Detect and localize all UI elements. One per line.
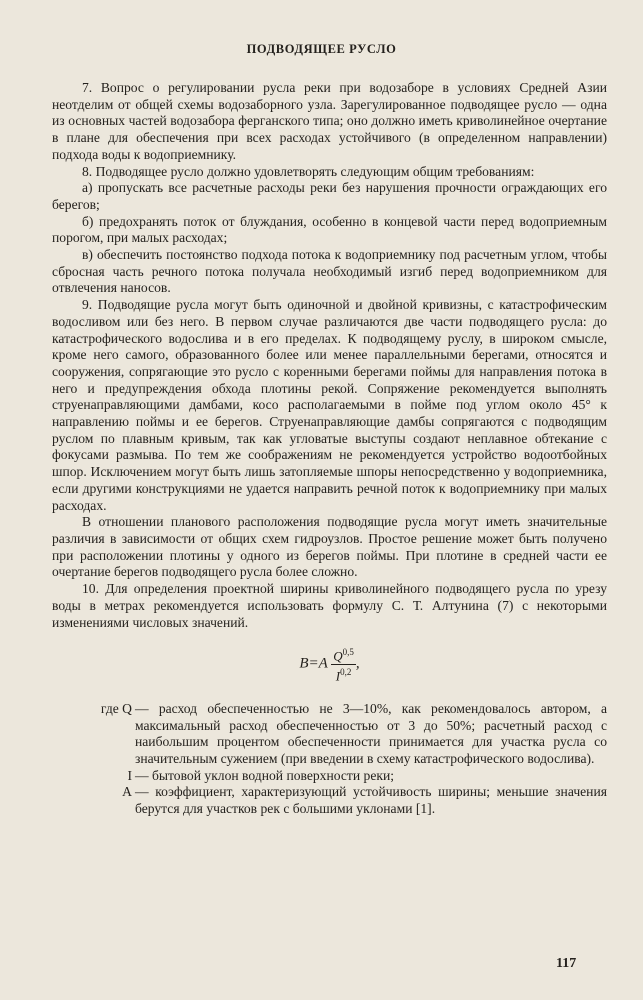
formula-num-exp: 0,5 (342, 647, 354, 658)
page-title: ПОДВОДЯЩЕЕ РУСЛО (246, 42, 397, 56)
document-body (52, 80, 607, 818)
paragraph-9: 9. Подводящие русла могут быть одиночной и двойной кривизны, с катастрофическим водосливом или без него. В первом случае различаются две части подводящего русла: до катастрофического водослива и в его пределах. К подводящему руслу, в широком смысле, кроме него самого, образованного более или менее параллельными берегами, относятся и сооружения, сопрягающие это русло с коренными берегами поймы для направления потока в него и предупреждения обхода плотины рекой. Сопряжение рекомендуется выполнять струенаправляющими дамбами, косо располагаемыми в пойме под углом около 45° к направлению поймы и ее берегов. Струенаправляющие дамбы сопрягаются с подводящим руслом по плавным кривым, так как угловатые выступы создают неплавное обтекание с фокусами размыва. По тем же соображениям не рекомендуется устройство водоотбойных шпор. Исключением могут быть лишь затопляемые шпоры непосредственно у водоприемника, если другими конструкциями не удается направить речной поток к водоприемнику при малых расходах. (52, 297, 607, 513)
definition-q (52, 701, 607, 768)
formula-den-exp: 0,2 (340, 666, 352, 677)
definition-i (52, 768, 607, 785)
paragraph-7: 7. Вопрос о регулировании русла реки при водозаборе в условиях Средней Азии неотделим от общей схемы водозаборного узла. Зарегулированное подводящее русло — одна из основных частей водозабора ферганского типа; оно должно иметь криволинейное очертание в плане для обеспечения при всех расходах устойчивого (в определенном направлении) подхода воды к водоприемнику. (52, 80, 607, 162)
formula-coef: A (318, 655, 328, 672)
definition-term: где Q (100, 700, 132, 716)
formula-fraction (331, 645, 356, 683)
definition-desc: — расход обеспеченностью не 3—10%, как рекомендовалось автором, а максимальный расход обеспеченностью от 3 до 50%; расчетный расход с наибольшим процентом обеспеченности принимается для участка русла со значительным сужением (при введении в схему катастрофического водослива). (135, 700, 607, 766)
paragraph-layout: В отношении планового расположения подводящие русла могут иметь значительные различия в зависимости от общих схем гидроузлов. Простое решение может быть получено при расположении плотины у одного из берегов поймы. При плотине в средней части ее очертание берегов подводящего русла более сложно. (52, 514, 607, 580)
formula-eq: = (308, 655, 319, 672)
definition-a (52, 784, 607, 817)
width-formula (52, 645, 607, 683)
formula-den-base: I (335, 667, 341, 683)
definition-term: A (122, 784, 132, 800)
requirement-b: б) предохранять поток от блуждания, особенно в концевой части перед водоприемным порогом, при малых расходах; (52, 213, 607, 246)
definition-desc: — коэффициент, характеризующий устойчивость ширины; меньшие значения берутся для участков рек с большими уклонами [1]. (135, 784, 607, 817)
definition-desc: — бытовой уклон водной поверхности реки; (135, 767, 395, 783)
requirement-c: в) обеспечить постоянство подхода потока к водоприемнику под расчетным углом, чтобы сбросная часть речного потока получала необходимый изгиб перед водоприемником для отвлечения наносов. (52, 247, 607, 296)
formula-numerator (331, 645, 356, 664)
definition-term: I (127, 767, 132, 783)
formula-lhs: B (299, 655, 309, 672)
page-number: 117 (556, 956, 577, 971)
paragraph-8: 8. Подводящее русло должно удовлетворять следующим общим требованиям: (82, 163, 535, 179)
requirement-a: а) пропускать все расчетные расходы реки без нарушения прочности ограждающих его берегов; (52, 180, 607, 212)
definition-list (52, 701, 607, 818)
formula-denominator (331, 665, 356, 683)
formula-tail: , (355, 655, 360, 672)
formula-num-base: Q (333, 648, 343, 664)
paragraph-10: 10. Для определения проектной ширины криволинейного подводящего русла по урезу воды в метрах рекомендуется использовать формулу С. Т. Алтунина (7) с некоторыми изменениями числовых значений. (52, 581, 607, 630)
